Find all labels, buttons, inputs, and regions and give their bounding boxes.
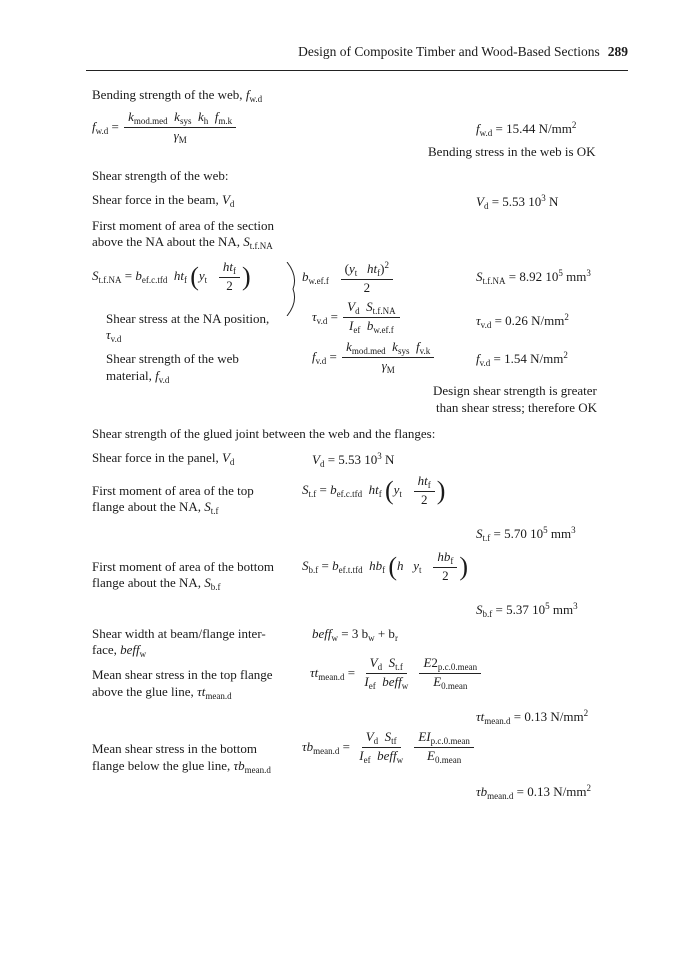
page-number: 289	[607, 44, 628, 59]
top-flange-moment-label-2: flange about the NA, $S_{t.f}$	[92, 499, 219, 516]
shear-stress-label-2: $\tau_{v.d}$	[106, 327, 122, 344]
bottom-flange-moment-result: $S_{b.f} = 5.37$ $10^5$ $mm^3$	[476, 601, 578, 619]
shear-width-formula: beff$_w$ = 3 $b_w + b_r$	[312, 626, 398, 643]
web-shear-strength-result: $f_{v.d} = 1.54$ $N/mm^2$	[476, 350, 568, 368]
shear-stress-result: $\tau_{v.d} = 0.26$ $N/mm^2$	[476, 312, 569, 330]
moment-na-formula-tail: $b_{w.ef.f}$ $\frac{(y_t ht_f)^2}{2}$	[302, 260, 395, 296]
bottom-mean-stress-formula: $\tau b_{mean.d}$ = $\frac{V_d S_{tf}}{I_{ef} beff_w}$ $\frac{EI_{p.c.0.mean}}{E_{0.mean}}$	[302, 730, 476, 766]
bottom-mean-stress-result: $\tau b_{mean.d} = 0.13$ $N/mm^2$	[476, 783, 591, 801]
web-shear-strength-label-2: material, $f_{v.d}$	[106, 368, 170, 385]
bottom-flange-moment-label-2: flange about the NA, $S_{b.f}$	[92, 575, 221, 592]
top-mean-stress-formula: $\tau t_{mean.d}$ = $\frac{V_d S_{t.f}}{I_{ef} beff_w}$ $\frac{E2_{p.c.0.mean}}{E_{0.mean}}$	[310, 656, 483, 692]
top-mean-stress-label-2: above the glue line, $\tau t_{mean.d}$	[92, 684, 232, 701]
bending-result: $f_{w.d} = 15.44$ $N/mm^2$	[476, 120, 577, 138]
glued-joint-heading: Shear strength of the glued joint between the web and the flanges:	[92, 426, 436, 441]
top-flange-moment-label-1: First moment of area of the top	[92, 483, 254, 498]
top-mean-stress-label-1: Mean shear stress in the top flange	[92, 667, 273, 682]
brace-symbol	[286, 262, 300, 316]
bottom-flange-moment-formula: $S_{b.f} = b_{ef.t.tfd}$ $hb_f$ (h $y_t$ $\frac{hb_f}{2}$ )	[302, 549, 468, 584]
bottom-flange-moment-label-1: First moment of area of the bottom	[92, 559, 274, 574]
shear-width-label-2: face, beff$_w$	[92, 642, 147, 659]
beam-shear-force-label: Shear force in the beam, $V_d$	[92, 192, 235, 209]
beam-shear-force-result: $V_d = 5.53$ $10^3$ N	[476, 193, 559, 211]
shear-width-label-1: Shear width at beam/flange inter-	[92, 626, 266, 641]
top-flange-moment-formula: $S_{t.f} = b_{ef.c.tfd}$ $ht_f$ ($y_t$ $\frac{ht_f}{2}$ )	[302, 473, 446, 508]
moment-na-formula: $S_{t.f.NA} = b_{ef.c.tfd}$ $ht_f$ ($y_t$ $\frac{ht_f}{2}$ )	[92, 259, 251, 294]
shear-stress-label-1: Shear stress at the NA position,	[106, 311, 270, 326]
top-flange-moment-result: $S_{t.f} = 5.70$ $10^5$ $mm^3$	[476, 525, 576, 543]
shear-web-heading: Shear strength of the web:	[92, 168, 229, 183]
running-title: Design of Composite Timber and Wood-Based Sections	[298, 44, 600, 59]
panel-shear-force-result: $V_d = 5.53$ $10^3$ N	[312, 451, 395, 469]
web-shear-strength-label-1: Shear strength of the web	[106, 351, 239, 366]
bending-formula: $f_{w.d}$ = $\frac{k_{mod.med} k_{sys} k_h f_{m.k}}{\gamma_M}$	[92, 110, 238, 146]
moment-na-label-1: First moment of area of the section	[92, 218, 274, 233]
bending-verdict: Bending stress in the web is OK	[428, 144, 596, 159]
top-mean-stress-result: $\tau t_{mean.d} = 0.13$ $N/mm^2$	[476, 708, 589, 726]
web-shear-strength-formula: $f_{v.d}$ = $\frac{k_{mod.med} k_{sys} f_{v.k}}{\gamma_M}$	[312, 340, 436, 376]
shear-stress-formula: $\tau_{v.d}$ = $\frac{V_d S_{t.f.NA}}{I_{ef} b_{w.ef.f}}$	[312, 300, 402, 336]
bending-heading: Bending strength of the web, $f_{w.d}$	[92, 87, 263, 104]
running-header	[298, 44, 628, 60]
shear-verdict-2: than shear stress; therefore OK	[436, 400, 597, 415]
bottom-mean-stress-label-1: Mean shear stress in the bottom	[92, 741, 257, 756]
panel-shear-force-label: Shear force in the panel, $V_d$	[92, 450, 235, 467]
moment-na-label-2: above the NA about the NA, $S_{t.f.NA}$	[92, 234, 273, 251]
shear-verdict-1: Design shear strength is greater	[433, 383, 597, 398]
bottom-mean-stress-label-2: flange below the glue line, $\tau b_{mean.d}$	[92, 758, 271, 775]
moment-na-result: $S_{t.f.NA} = 8.92$ $10^5$ $mm^3$	[476, 268, 591, 286]
header-rule	[86, 70, 628, 71]
